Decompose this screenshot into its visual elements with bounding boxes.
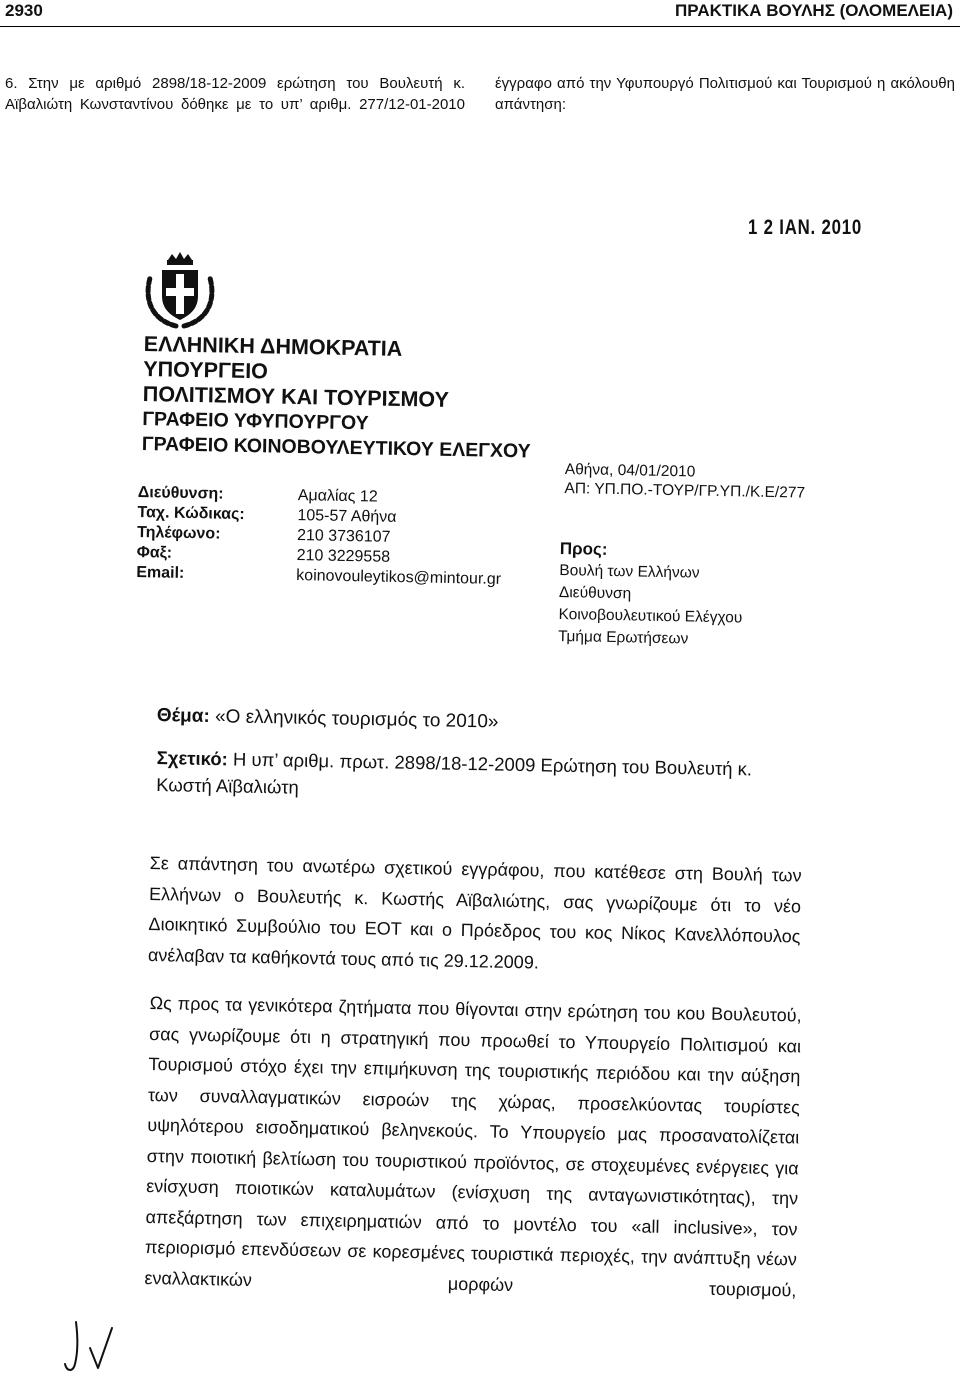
- protocol-number: ΑΠ: ΥΠ.ΠΟ.-ΤΟΥΡ/ΓΡ.ΥΠ./Κ.Ε/277: [564, 479, 806, 502]
- intro-right-column: έγγραφο από την Υφυπουργό Πολιτισμού και Τουρισμού η ακόλουθη απάντηση:: [495, 75, 955, 113]
- recipient-label: Προς:: [559, 538, 608, 559]
- paragraph-text: Ως προς τα γενικότερα ζητήματα που θίγονται στην ερώτηση του κου Βουλευτού, σας γνωρίζουμε ότι η στρατηγική που προωθεί το Υπουργείο Πολιτισμού και Τουρισμού στόχο έχει την επιμήκυνση της τουριστικής περιόδου και την αύξηση των συναλλαγματικών εισροών της χώρας, προσελκύοντας τουρίστες υψηλότερου εισοδηματικού βεληνεκούς. Το Υπουργείο μας προσανατολίζεται στην ποιοτική βελτίωση του τουριστικού προϊόντος, σε στοχευμένες ενέργειες για ενίσχυση ποιοτικών καταλυμάτων (ενίσχυση της ανταγωνιστικότητας), την απεξάρτηση των επιχειρηματιών από το μοντέλο του «all inclusive», τον περιορισμό επενδύσεων σε κορεσμένες τουριστικά περιοχές, την ανάπτυξη νέων εναλλακτικών μορφών τουρισμού,: [144, 992, 802, 1300]
- header-divider: [0, 26, 960, 27]
- heading-line: ΕΛΛΗΝΙΚΗ ΔΗΜΟΚΡΑΤΙΑ: [143, 332, 403, 361]
- subject-line: [157, 705, 499, 734]
- received-date-stamp: 1 2 ΙΑΝ. 2010: [748, 216, 863, 239]
- recipient-line: Τμήμα Ερωτήσεων: [557, 627, 689, 648]
- related-label: Σχετικό:: [156, 746, 229, 770]
- related-line: [156, 744, 797, 810]
- contact-value: 105-57 Αθήνα: [297, 507, 397, 526]
- contact-label: Email:: [136, 563, 185, 582]
- contact-email: koinovouleytikos@mintour.gr: [296, 567, 502, 588]
- coat-of-arms-icon: [138, 250, 222, 332]
- recipient-block: [558, 538, 744, 652]
- place-date: Αθήνα, 04/01/2010: [564, 460, 696, 481]
- recipient-line: Κοινοβουλευτικού Ελέγχου: [558, 605, 743, 627]
- subject-text: «Ο ελληνικός τουρισμός το 2010»: [214, 706, 499, 733]
- heading-line: ΠΟΛΙΤΙΣΜΟΥ ΚΑΙ ΤΟΥΡΙΣΜΟΥ: [142, 381, 450, 412]
- recipient-line: Διεύθυνση: [558, 583, 632, 603]
- heading-line: ΓΡΑΦΕΙΟ ΚΟΙΝΟΒΟΥΛΕΥΤΙΚΟΥ ΕΛΕΓΧΟΥ: [141, 432, 531, 463]
- subject-label: Θέμα:: [156, 705, 210, 728]
- contact-label: Ταχ. Κώδικας:: [137, 503, 245, 524]
- page-header: [0, 0, 960, 26]
- body-paragraph: [144, 988, 802, 1305]
- handwritten-initials: [62, 1318, 132, 1376]
- page-number: 2930: [5, 1, 43, 20]
- heading-line: ΥΠΟΥΡΓΕΙΟ: [143, 356, 269, 384]
- contact-value: 210 3736107: [296, 527, 391, 546]
- contact-value: 210 3229558: [296, 547, 391, 566]
- related-text: Η υπ’ αριθμ. πρωτ. 2898/18-12-2009 Ερώτηση του Βουλευτή κ. Κωστή Αϊβαλιώτη: [156, 748, 753, 798]
- body-paragraph: [148, 848, 802, 982]
- page-title: ΠΡΑΚΤΙΚΑ ΒΟΥΛΗΣ (ΟΛΟΜΕΛΕΙΑ): [674, 1, 953, 20]
- contact-value: Αμαλίας 12: [297, 487, 378, 506]
- contact-label: Διεύθυνση:: [137, 484, 224, 503]
- heading-line: ΓΡΑΦΕΙΟ ΥΦΥΠΟΥΡΓΟΥ: [142, 407, 369, 435]
- date-and-protocol: [564, 460, 805, 503]
- recipient-line: Βουλή των Ελλήνων: [559, 561, 700, 582]
- intro-left-column: 6. Στην με αριθμό 2898/18-12-2009 ερώτηση του Βουλευτή κ. Αϊβαλιώτη Κωνσταντίνου δόθηκε με το υπ’ αριθμ. 277/12-01-2010: [5, 75, 465, 113]
- paragraph-text: Σε απάντηση του ανωτέρω σχετικού εγγράφου, που κατέθεσε στη Βουλή των Ελλήνων ο Βουλευτής κ. Κωστής Αϊβαλιώτης, σας γνωρίζουμε ότι το νέο Διοικητικό Συμβούλιο του ΕΟΤ και ο Πρόεδρος του κος Νίκος Κανελλόπουλος ανέλαβαν τα καθήκοντά τους από τις 29.12.2009.: [147, 852, 802, 972]
- contact-label: Τηλέφωνο:: [136, 523, 221, 543]
- contact-block: [136, 484, 502, 588]
- contact-label: Φαξ:: [136, 543, 173, 562]
- ministry-heading: [142, 332, 533, 464]
